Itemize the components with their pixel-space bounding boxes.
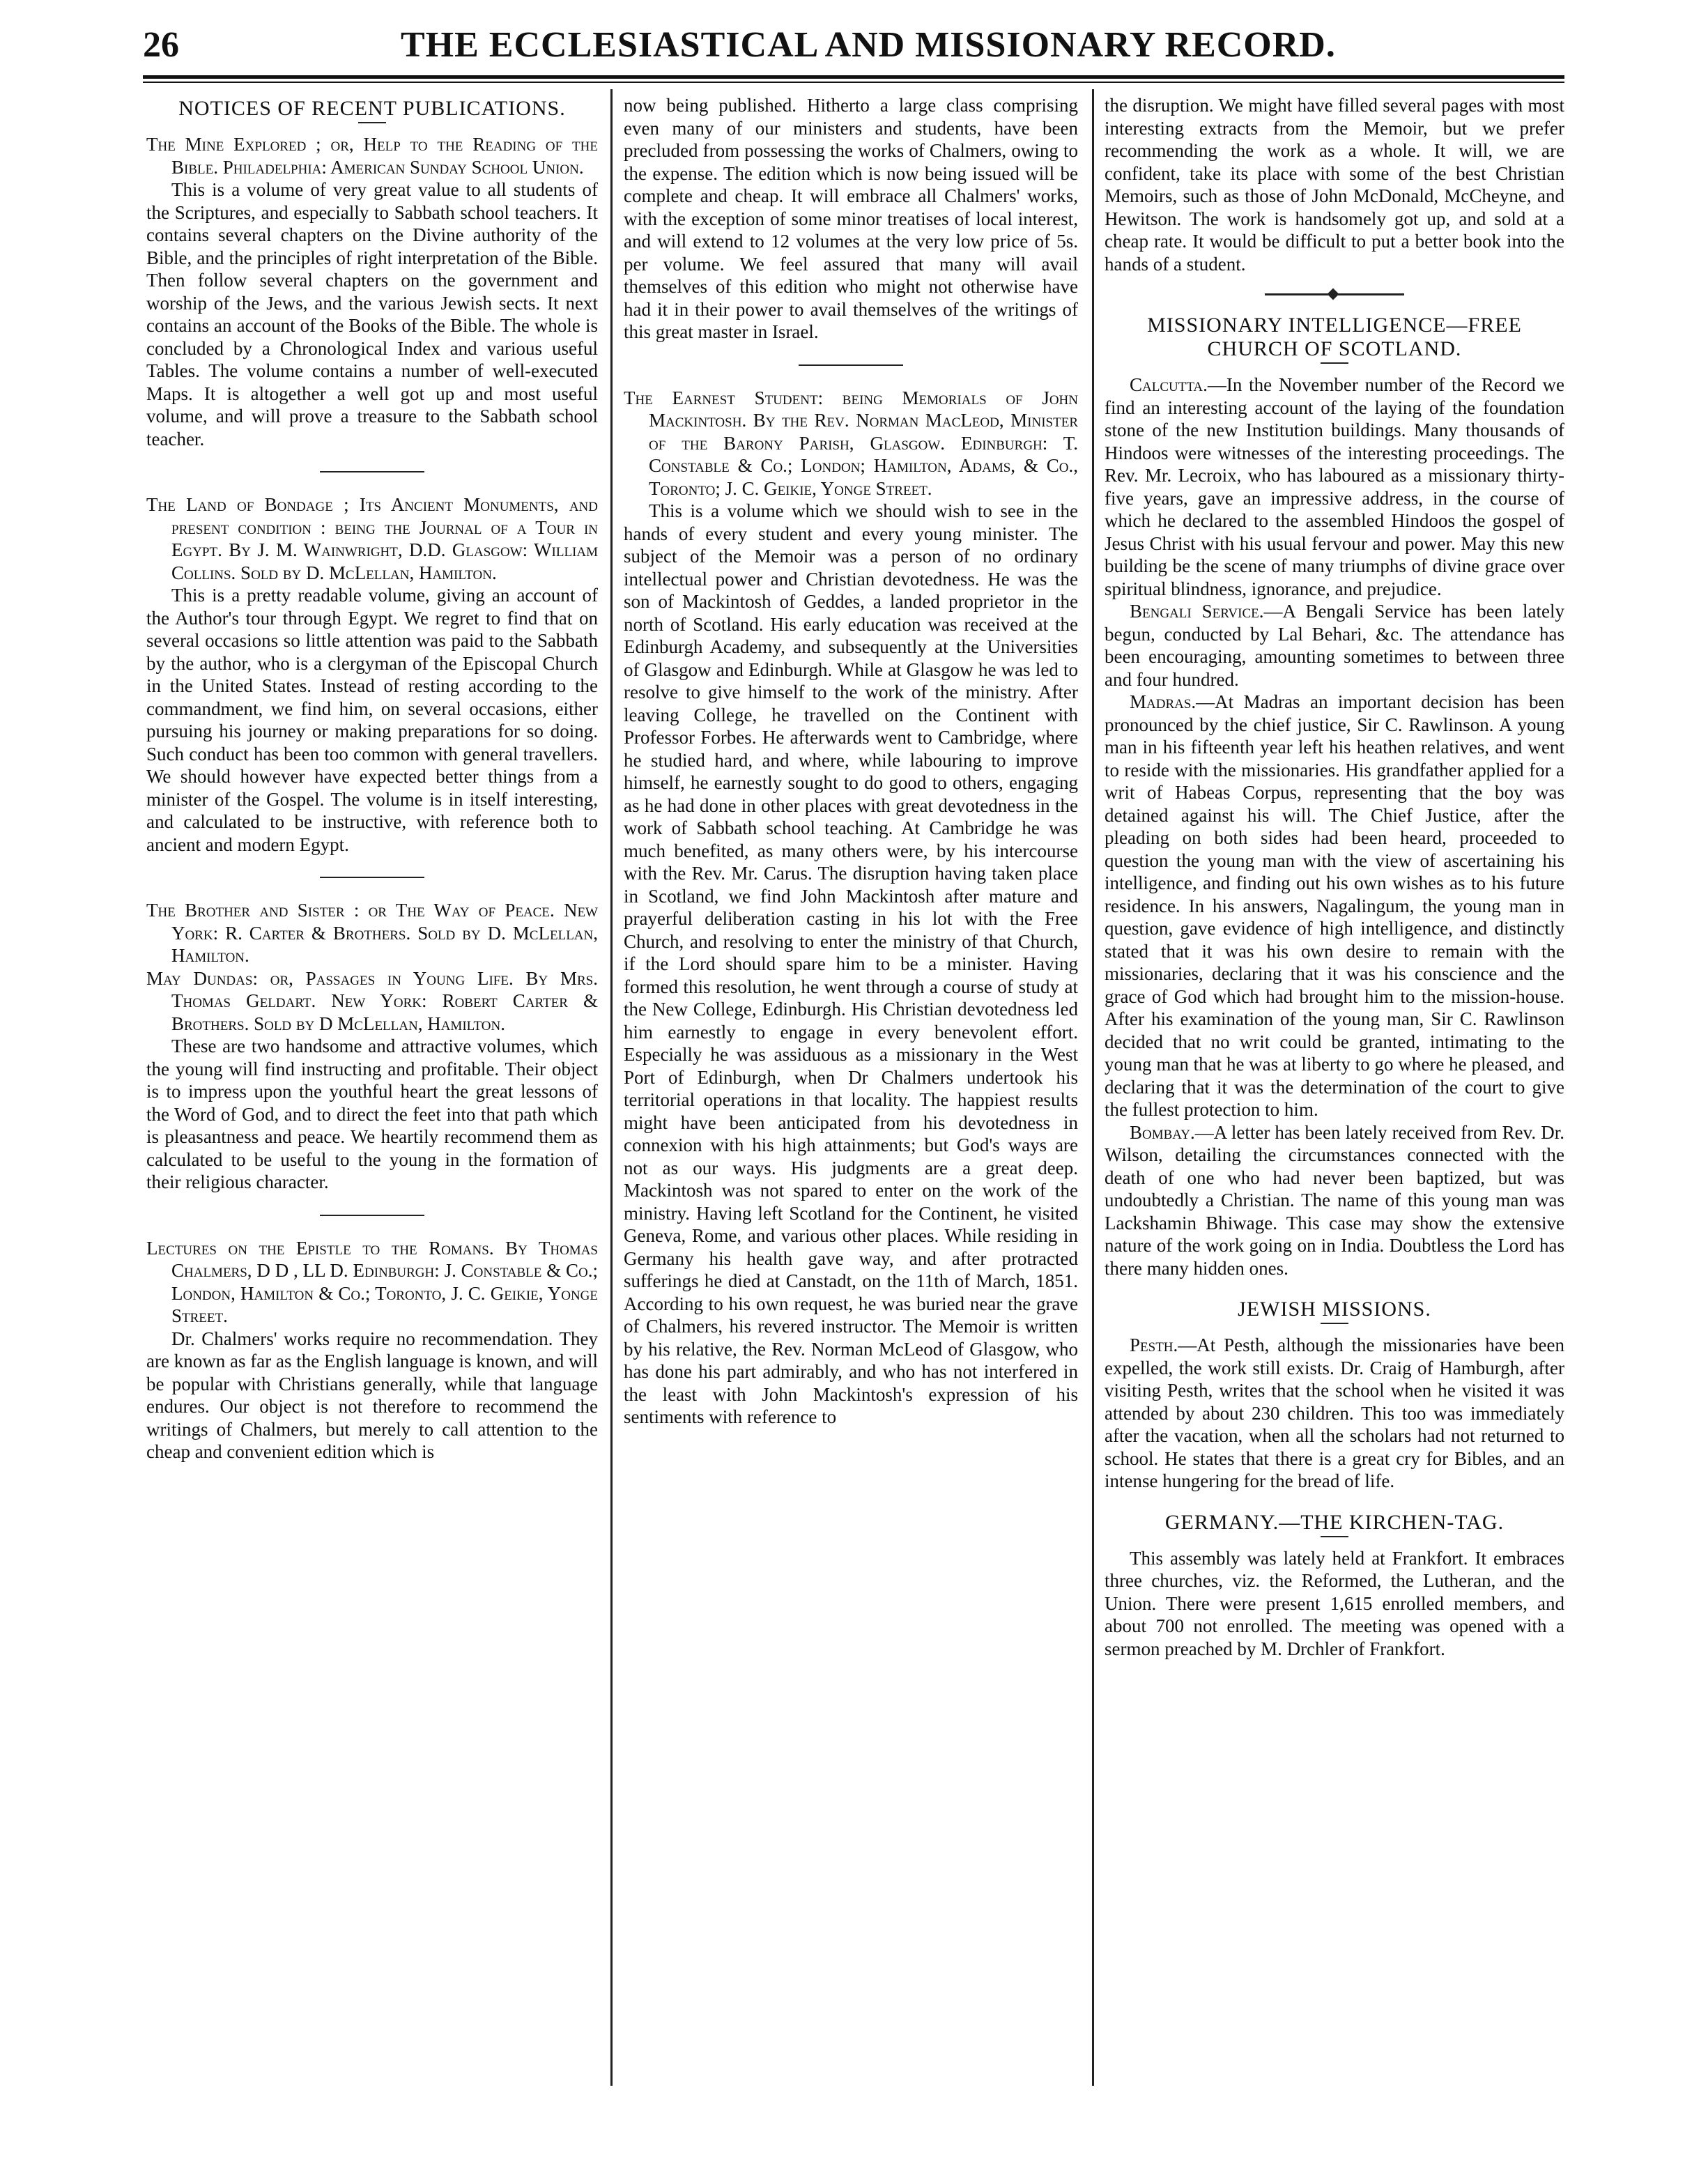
header-rule-thin [143,82,1564,83]
column-1 [146,94,598,2087]
separator [320,1215,424,1216]
paragraph-calcutta [1105,374,1564,600]
paragraph-bengali [1105,600,1564,691]
entry-title-mine-explored: The Mine Explored ; or, Help to the Reading of the Bible. Philadelphia: American Sunday School Union. [146,134,598,178]
header-rule [143,75,1564,79]
entry-body-earnest-student: This is a volume which we should wish to see in the hands of every student and every young minister. The subject of the Memoir was a person of no ordinary intellectual power and Christian devotedness. He was the son of Mackintosh of Geddes, a landed proprietor in the north of Scotland. His early education was received at the Edinburgh Academy, and subsequently at the Universities of Glasgow and Edinburgh. While at Glasgow he was led to resolve to give himself to the work of the ministry. After leaving College, he travelled on the Continent with Professor Forbes. He afterwards went to Cambridge, where he studied hard, and where, while labouring to improve himself, he earnestly sought to do good to others, engaging as he had done in other places with great devotedness in the work of Sabbath school teaching. At Cambridge he was much benefited, as many others were, by his intercourse with the Rev. Mr. Carus. The disruption having taken place in Scotland, we find John Mackintosh after mature and prayerful deliberation casting in his lot with the Free Church, and resolving to enter the ministry of that Church, if the Lord should spare him to be a minister. Having formed this resolution, he went through a course of study at the New College, Edinburgh. His Christian devotedness led him earnestly to engage in every benevolent effort. Especially he was assiduous as a missionary in the West Port of Edinburgh, when Dr Chalmers undertook his territorial operations in that locality. The happiest results might have been anticipated from his devotedness in connexion with his high attainments; but God's ways are not as our ways. His judgments are a great deep. Mackintosh was not spared to enter on the work of the ministry. Having left Scotland for the Continent, he visited Geneva, Rome, and various other places. While residing in Germany his health gave way, and after protracted sufferings he died at Canstadt, on the 11th of March, 1851. According to his own request, he was buried near the grave of Chalmers, his revered instructor. The Memoir is written by his relative, the Rev. Norman McLeod of Glasgow, who has done his part admirably, and who has not interfered in the least with John Mackintosh's expression of his sentiments with reference to [624,500,1078,1427]
paragraph-bombay [1105,1121,1564,1280]
entry-title-earnest-student: The Earnest Student: being Memorials of John Mackintosh. By the Rev. Norman MacLeod, Minister of the Barony Parish, Glasgow. Edinburgh: T. Constable & Co.; London; Hamilton, Adams, & Co., Toronto; J. C. Geikie, Yonge Street. [624,387,1078,499]
paragraph-germany: This assembly was lately held at Frankfort. It embraces three churches, viz. the Reformed, the Lutheran, and the Union. There were present 1,615 enrolled members, and about 700 not enrolled. The meeting was opened with a sermon preached by M. Drchler of Frankfort. [1105,1547,1564,1659]
section-dash [1321,362,1348,364]
section-title-notices: NOTICES OF RECENT PUBLICATIONS. [178,97,566,120]
body-calcutta: —In the November number of the Record we find an interesting account of the laying of the foundation stone of the new Institution buildings. Many thousands of Hindoos were witnesses of the interesting proceedings. The Rev. Mr. Lecroix, who has laboured as a missionary thirty-five years, gave an impressive address, in the course of which he declared to the assembled Hindoos the gospel of Jesus Christ with his usual fervour and power. May this new building be the scene of many triumphs of divine grace over spiritual blindness, ignorance, and prejudice. [1105,374,1564,599]
column-3 [1105,94,1564,2087]
page-number: 26 [143,25,179,65]
section-dash [358,122,386,123]
lead-bombay: Bombay. [1130,1121,1195,1143]
lead-calcutta: Calcutta. [1130,374,1208,395]
body-bengali: —A Bengali Service has been lately begun, conducted by Lal Behari, &c. The attendance has been encouraging, amounting sometimes to between three and four hundred. [1105,601,1565,690]
column-rule-right [1092,89,1094,2086]
separator [320,471,424,472]
column-rule-left [610,89,613,2086]
lead-pesth: Pesth. [1130,1335,1178,1355]
entry-title-lectures-romans: Lectures on the Epistle to the Romans. By Thomas Chalmers, D D , LL D. Edinburgh: J. Constable & Co.; London, Hamilton & Co.; Toronto, J. C. Geikie, Yonge Street. [146,1237,598,1326]
section-title-jewish: JEWISH MISSIONS. [1238,1298,1431,1321]
ornamental-separator [1265,293,1404,295]
separator [799,364,903,366]
entry-body-land-of-bondage: This is a pretty readable volume, giving an account of the Author's tour through Egypt. We regret to find that on several occasions so little attention was paid to the Sabbath by the author, who is a clergyman of the Episcopal Church in the United States. Instead of resting according to the commandment, we find him, on several occasions, either pursuing his journey or making preparations for so doing. Such conduct has been too common with general travellers. We should however have expected better things from a minister of the Gospel. The volume is in itself interesting, and calculated to be instructive, with reference both to ancient and modern Egypt. [146,585,598,855]
lead-madras: Madras. [1130,691,1197,712]
continued-body-mackintosh: the disruption. We might have filled several pages with most interesting extracts from the Memoir, but we prefer recommending the work as a whole. It will, we are confident, take its place with some of the best Christian Memoirs, such as those of John McDonald, McCheyne, and Hewitson. The work is handsomely got up, and sold at a cheap rate. It would be difficult to put a better book into the hands of a student. [1105,95,1564,275]
entry-body-may-dundas: These are two handsome and attractive volumes, which the young will find instructing and profitable. Their object is to impress upon the youthful heart the great lessons of the Word of God, and to direct the feet into that path which is pleasantness and peace. We heartily recommend them as calculated to be useful to the young in the formation of their religious character. [146,1036,598,1192]
body-bombay: —A letter has been lately received from Rev. Dr. Wilson, detailing the circumstances connected with the death of one who had never been baptized, but was undoubtedly a Christian. The name of this young man was Lackshamin Bhiwage. This case may show the extensive nature of the work going on in India. Doubtless the Lord has there many hidden ones. [1105,1121,1564,1279]
section-title-missionary: MISSIONARY INTELLIGENCE—FREE CHURCH OF SCOTLAND. [1147,314,1522,360]
body-madras: —At Madras an important decision has been pronounced by the chief justice, Sir C. Rawlinson. A young man in his fifteenth year left his heathen relatives, and went to reside with the missionaries. His grandfather applied for a writ of Habeas Corpus, representing that the boy was detained against his will. The Chief Justice, after the pleading on both sides had been heard, proceeded to question the young man with the view of ascertaining his intelligence, and finding out his own wishes as to his future residence. In his answers, Nagalingum, the young man in question, gave evidence of high intelligence, and distinctly stated that it was his own desire to remain with the missionaries, declaring that it was his conscience and the grace of God which had brought him to the mission-house. After his examination of the young man, Sir C. Rawlinson decided that no writ could be granted, intimating to the young man that he was at liberty to go where he pleased, and declaring that it was the determination of the court to give the fullest protection to him. [1105,691,1564,1120]
entry-title-may-dundas: May Dundas: or, Passages in Young Life. By Mrs. Thomas Geldart. New York: Robert Carter & Brothers. Sold by D McLellan, Hamilton. [146,967,598,1034]
section-title-germany: GERMANY.—THE KIRCHEN-TAG. [1164,1510,1505,1534]
section-dash [1321,1536,1348,1537]
entry-body-mine-explored: This is a volume of very great value to all students of the Scriptures, and especially to Sabbath school teachers. It contains several chapters on the Divine authority of the Bible, and the principles of right interpretation of the Bible. Then follow several chapters on the government and worship of the Jews, and the various Jewish sects. It next contains an account of the Books of the Bible. The whole is concluded by a Chronological Index and various useful Tables. The volume contains a number of well-executed Maps. It is altogether a well got up and most useful volume, and will prove a treasure to the Sabbath school teacher. [146,179,598,449]
running-title: THE ECCLESIASTICAL AND MISSIONARY RECORD. [401,25,1336,65]
paragraph-pesth [1105,1334,1564,1493]
entry-title-brother-and-sister: The Brother and Sister : or The Way of Peace. New York: R. Carter & Brothers. Sold by D. McLellan, Hamilton. [146,900,598,966]
section-dash [1321,1323,1348,1324]
entry-title-land-of-bondage: The Land of Bondage ; Its Ancient Monuments, and present condition : being the Journal of a Tour in Egypt. By J. M. Wainwright, D.D. Glasgow: William Collins. Sold by D. McLellan, Hamilton. [146,494,598,583]
paragraph-madras [1105,691,1564,1121]
page-header [143,24,1564,66]
column-2 [624,94,1078,2087]
entry-body-lectures-romans: Dr. Chalmers' works require no recommendation. They are known as far as the English language is known, and will be popular with Christians generally, while that language endures. Our object is not therefore to recommend the writings of Chalmers, but merely to call attention to the cheap and convenient edition which is [146,1328,598,1462]
lead-bengali: Bengali Service. [1130,601,1264,622]
body-pesth: —At Pesth, although the missionaries have been expelled, the work still exists. Dr. Craig of Hamburgh, after visiting Pesth, writes that the school when he visited it was attended by about 230 children. This too was immediately after the vacation, when all the scholars had not returned to school. He states that there is a great cry for Bibles, and an intense hungering for the bread of life. [1105,1335,1564,1491]
continued-body-chalmers: now being published. Hitherto a large class comprising even many of our ministers and students, have been precluded from possessing the works of Chalmers, owing to the expense. The edition which is now being issued will be complete and cheap. It will embrace all Chalmers' works, with the exception of some minor treatises of local interest, and will extend to 12 volumes at the very low price of 5s. per volume. We feel assured that many will avail themselves of this edition who might not otherwise have had it in their power to avail themselves of the writings of this great master in Israel. [624,95,1078,342]
separator [320,877,424,878]
